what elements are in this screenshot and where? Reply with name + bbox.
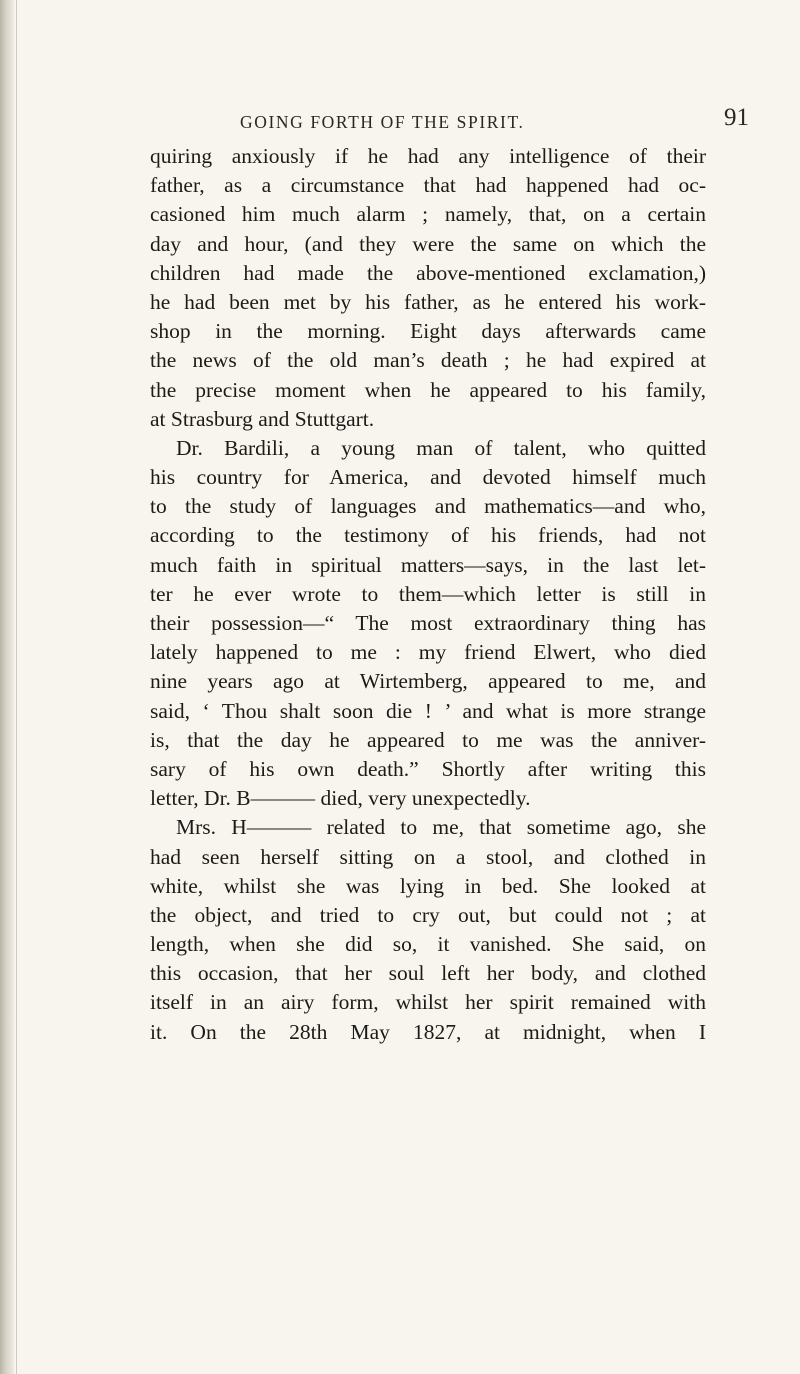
text-line: the news of the old man’s death ; he had expired at [150, 348, 706, 373]
text-line: sary of his own death.” Shortly after writing this [150, 756, 706, 781]
text-line: quiring anxiously if he had any intelligence of their [150, 144, 706, 168]
body-text [150, 142, 706, 1047]
text-line: at Strasburg and Stuttgart. [150, 406, 375, 431]
text-line: day and hour, (and they were the same on which the [150, 231, 706, 256]
text-line: said, ‘ Thou shalt soon die ! ’ and what is more strange [150, 698, 706, 723]
text-line: the precise moment when he appeared to his family, [150, 377, 706, 402]
text-line: he had been met by his father, as he entered his work- [150, 289, 706, 314]
text-line: casioned him much alarm ; namely, that, on a certain [150, 202, 706, 227]
page-number: 91 [724, 104, 749, 131]
text-line: Mrs. H——— related to me, that sometime ago, she [176, 815, 706, 840]
text-line: their possession—“ The most extraordinary thing has [150, 611, 706, 635]
text-line: this occasion, that her soul left her body, and clothed [150, 961, 706, 986]
text-line: is, that the day he appeared to me was the anniver- [150, 727, 706, 752]
text-line: father, as a circumstance that had happened had oc- [150, 173, 706, 198]
text-line: according to the testimony of his friends, had not [150, 523, 706, 548]
text-line: to the study of languages and mathematics—and who, [150, 494, 706, 519]
text-line: children had made the above-mentioned exclamation,) [150, 260, 706, 285]
text-line: Dr. Bardili, a young man of talent, who quitted [176, 435, 706, 460]
text-line: length, when she did so, it vanished. She said, on [150, 932, 706, 957]
text-line: much faith in spiritual matters—says, in the last let- [150, 552, 706, 577]
text-line: ter he ever wrote to them—which letter is still in [150, 581, 706, 606]
text-line: the object, and tried to cry out, but could not ; at [150, 902, 706, 927]
text-line: shop in the morning. Eight days afterwards came [150, 319, 706, 344]
text-line: letter, Dr. B——— died, very unexpectedly. [150, 786, 531, 811]
text-line: had seen herself sitting on a stool, and clothed in [150, 844, 706, 869]
text-line: it. On the 28th May 1827, at midnight, when I [150, 1019, 706, 1044]
text-line: itself in an airy form, whilst her spirit remained with [150, 990, 706, 1015]
running-head: GOING FORTH OF THE SPIRIT. [240, 112, 525, 132]
text-line: white, whilst she was lying in bed. She looked at [150, 873, 706, 898]
text-line: nine years ago at Wirtemberg, appeared to me, and [150, 669, 706, 694]
text-line: his country for America, and devoted himself much [150, 465, 706, 490]
text-line: lately happened to me : my friend Elwert, who died [150, 640, 706, 665]
